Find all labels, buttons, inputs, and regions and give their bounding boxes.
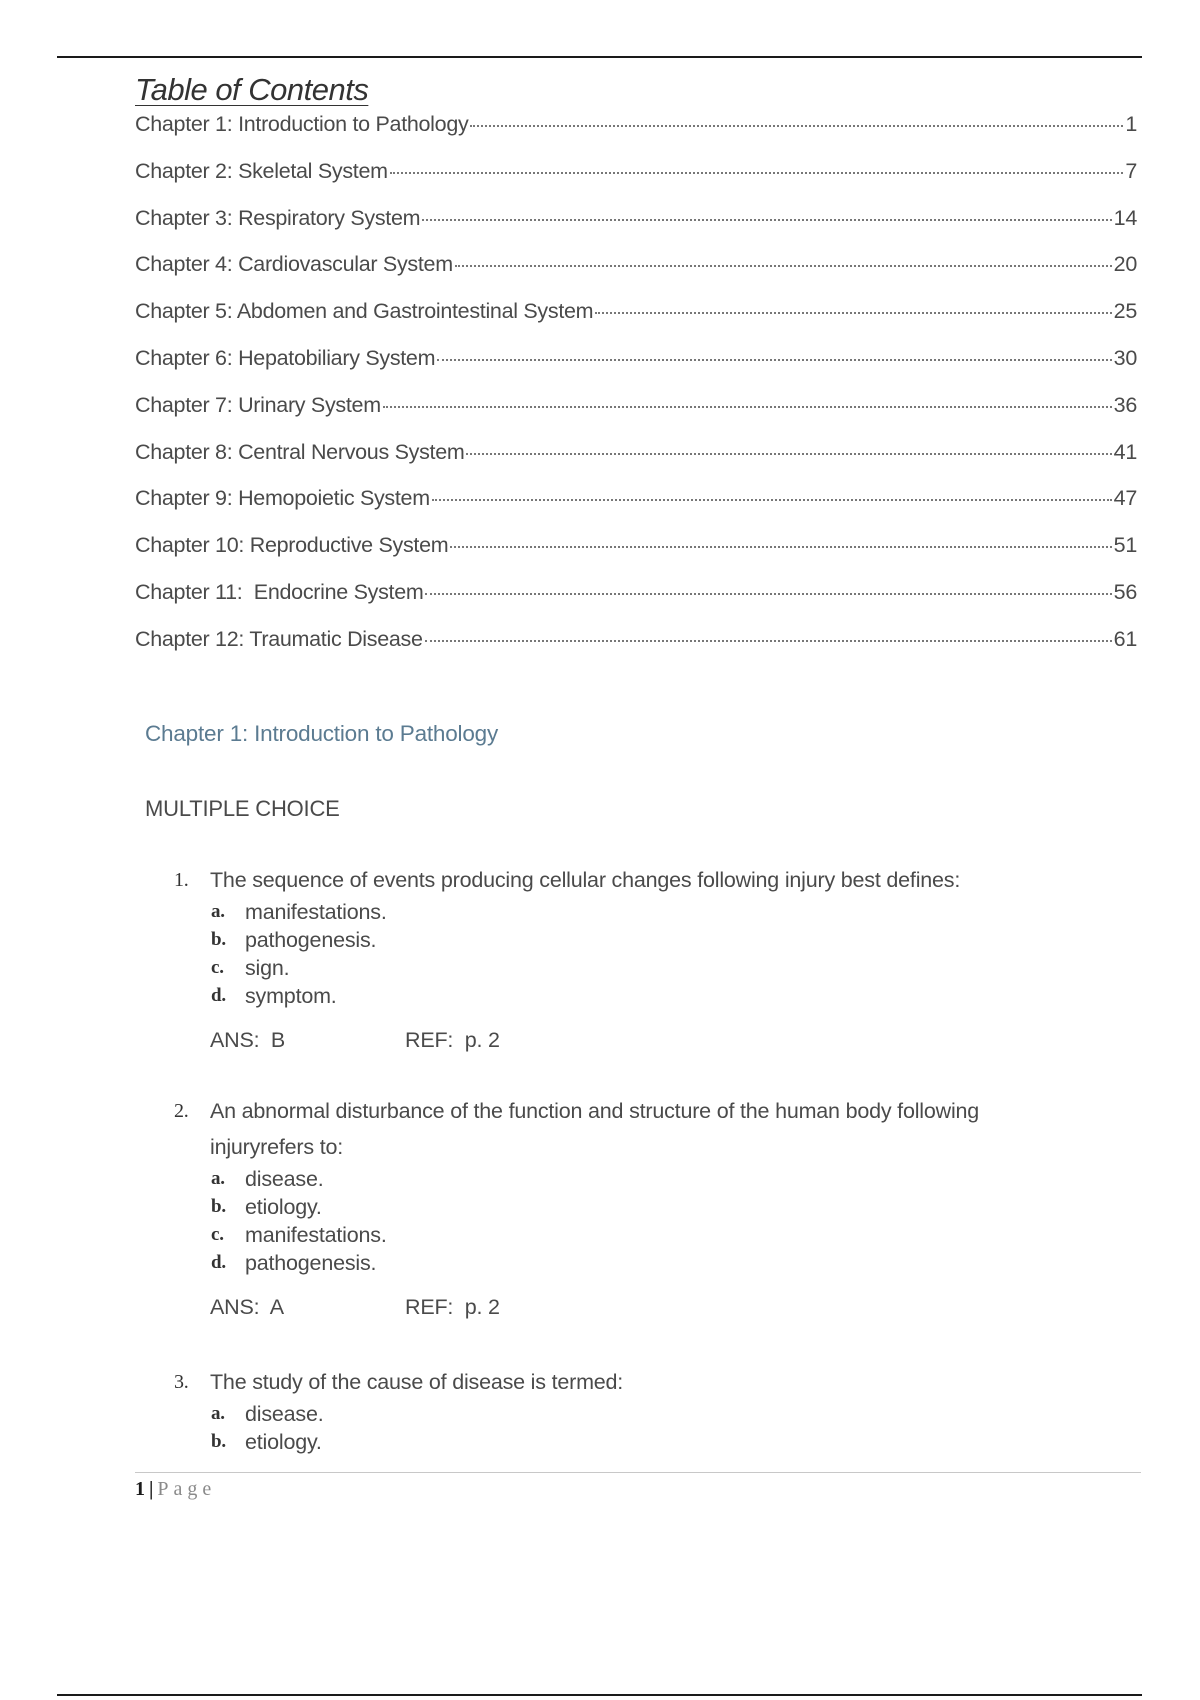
- answer-row: [170, 1022, 1070, 1058]
- toc-entry-label: Chapter 7: Urinary System: [135, 392, 381, 417]
- choice-text: symptom.: [245, 984, 337, 1008]
- toc-entry-label: Chapter 3: Respiratory System: [135, 205, 421, 230]
- toc-entry[interactable]: [135, 440, 1137, 487]
- choice-b: [170, 1193, 1070, 1221]
- question-number: 2.: [174, 1100, 189, 1122]
- question-stem: [170, 862, 1070, 898]
- choice-letter: a.: [211, 1403, 225, 1424]
- toc-entry-page: 36: [1113, 392, 1137, 417]
- toc-entry-label: Chapter 10: Reproductive System: [135, 533, 449, 558]
- toc-entry-label: Chapter 2: Skeletal System: [135, 158, 388, 183]
- footer-page-word: Page: [157, 1478, 217, 1500]
- toc-leader-dots: [390, 172, 1124, 174]
- choice-c: [170, 1221, 1070, 1249]
- toc-entry[interactable]: [135, 206, 1137, 253]
- choice-text: etiology.: [245, 1430, 322, 1454]
- answer-key: ANS: B: [210, 1028, 286, 1052]
- choice-d: [170, 1249, 1070, 1277]
- toc-entry[interactable]: [135, 533, 1137, 580]
- toc-entry[interactable]: [135, 252, 1137, 299]
- choice-d: [170, 982, 1070, 1010]
- toc-entry[interactable]: [135, 159, 1137, 206]
- choice-letter: d.: [211, 985, 226, 1006]
- choice-text: pathogenesis.: [245, 1251, 377, 1275]
- choice-text: manifestations.: [245, 900, 387, 924]
- choice-letter: a.: [211, 901, 225, 922]
- choice-letter: b.: [211, 929, 226, 950]
- toc-entry[interactable]: [135, 627, 1137, 674]
- toc-leader-dots: [425, 640, 1112, 642]
- question-2: [170, 1093, 1070, 1325]
- question-text: An abnormal disturbance of the function and structure of the human body following injuryrefers to:: [210, 1099, 980, 1159]
- chapter-heading: Chapter 1: Introduction to Pathology: [145, 721, 499, 746]
- footer-page-number: 1: [135, 1478, 145, 1500]
- toc-entry-label: Chapter 4: Cardiovascular System: [135, 252, 453, 277]
- choice-a: [170, 1165, 1070, 1193]
- toc-leader-dots: [422, 219, 1111, 221]
- toc-entry-page: 7: [1125, 158, 1137, 183]
- toc-entry-page: 20: [1113, 252, 1137, 277]
- toc-entry-label: Chapter 11: Endocrine System: [135, 579, 424, 604]
- toc-leader-dots: [432, 499, 1112, 501]
- choice-letter: d.: [211, 1252, 226, 1273]
- toc-entry-page: 51: [1113, 533, 1137, 558]
- toc-entry[interactable]: [135, 346, 1137, 393]
- toc-entry-page: 14: [1113, 205, 1137, 230]
- toc-entry-label: Chapter 5: Abdomen and Gastrointestinal System: [135, 299, 594, 324]
- question-stem: [170, 1364, 1070, 1400]
- question-number: 3.: [174, 1371, 189, 1393]
- toc-entry-label: Chapter 9: Hemopoietic System: [135, 486, 430, 511]
- toc-entry[interactable]: [135, 580, 1137, 627]
- choice-text: manifestations.: [245, 1223, 387, 1247]
- choice-letter: a.: [211, 1168, 225, 1189]
- choice-c: [170, 954, 1070, 982]
- toc-leader-dots: [383, 406, 1112, 408]
- toc-entry-page: 1: [1125, 112, 1137, 136]
- choice-letter: b.: [211, 1196, 226, 1217]
- toc-entry-label: Chapter 1: Introduction to Pathology: [135, 112, 469, 136]
- choice-a: [170, 898, 1070, 926]
- question-text: The study of the cause of disease is termed:: [210, 1370, 624, 1394]
- answer-key: ANS: A: [210, 1295, 284, 1319]
- toc-leader-dots: [450, 546, 1111, 548]
- page-footer: [135, 1478, 216, 1501]
- choice-letter: c.: [211, 1224, 224, 1245]
- toc-leader-dots: [595, 312, 1111, 314]
- toc-entry[interactable]: [135, 112, 1137, 159]
- toc-leader-dots: [455, 265, 1112, 267]
- footer-separator: |: [149, 1478, 154, 1500]
- question-stem: [170, 1093, 1070, 1165]
- bottom-rule: [57, 1694, 1142, 1696]
- toc-title: Table of Contents: [135, 72, 369, 107]
- question-1: [170, 862, 1070, 1058]
- question-number: 1.: [174, 869, 189, 891]
- section-heading: MULTIPLE CHOICE: [145, 796, 340, 821]
- toc-entry-page: 47: [1113, 486, 1137, 511]
- toc-leader-dots: [437, 359, 1111, 361]
- choice-text: disease.: [245, 1167, 324, 1191]
- toc-entry-page: 30: [1113, 345, 1137, 370]
- toc-entry[interactable]: [135, 393, 1137, 440]
- choice-letter: c.: [211, 957, 224, 978]
- choice-text: etiology.: [245, 1195, 322, 1219]
- top-rule: [57, 56, 1142, 58]
- footer-rule: [135, 1472, 1141, 1473]
- toc-entry-label: Chapter 6: Hepatobiliary System: [135, 345, 436, 370]
- choice-text: sign.: [245, 956, 290, 980]
- answer-row: [170, 1289, 1070, 1325]
- toc-entry-page: 41: [1113, 439, 1137, 464]
- toc-entry-page: 61: [1113, 626, 1137, 651]
- toc-list: [135, 112, 1137, 674]
- page-reference: REF: p. 2: [405, 1295, 500, 1319]
- question-text: The sequence of events producing cellular changes following injury best defines:: [210, 868, 961, 892]
- toc-entry-label: Chapter 12: Traumatic Disease: [135, 626, 423, 651]
- choice-text: disease.: [245, 1402, 324, 1426]
- toc-entry[interactable]: [135, 486, 1137, 533]
- page-reference: REF: p. 2: [405, 1028, 500, 1052]
- question-3: [170, 1364, 1070, 1456]
- toc-leader-dots: [425, 593, 1111, 595]
- toc-leader-dots: [466, 453, 1111, 455]
- toc-leader-dots: [470, 125, 1123, 127]
- toc-entry-label: Chapter 8: Central Nervous System: [135, 439, 465, 464]
- choice-letter: b.: [211, 1431, 226, 1452]
- toc-entry[interactable]: [135, 299, 1137, 346]
- choice-text: pathogenesis.: [245, 928, 377, 952]
- toc-entry-page: 25: [1113, 299, 1137, 324]
- choice-b: [170, 1428, 1070, 1456]
- choice-a: [170, 1400, 1070, 1428]
- toc-entry-page: 56: [1113, 579, 1137, 604]
- choice-b: [170, 926, 1070, 954]
